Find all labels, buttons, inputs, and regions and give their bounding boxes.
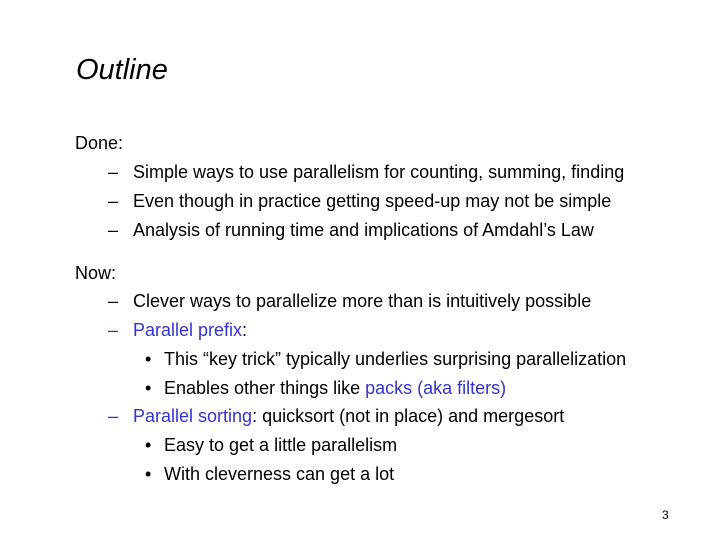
dash-bullet: – bbox=[108, 191, 119, 211]
done-item-3: Analysis of running time and implications of Amdahl’s Law bbox=[133, 220, 594, 240]
parallel-sorting-label: Parallel sorting bbox=[133, 406, 253, 426]
dash-bullet: – bbox=[108, 291, 119, 311]
done-heading: Done: bbox=[75, 133, 124, 153]
now-item-prefix bbox=[133, 319, 247, 341]
parallel-sorting-suffix: : quicksort (not in place) and mergesort bbox=[252, 406, 565, 426]
prefix-sub-2-text: Enables other things like bbox=[164, 378, 366, 398]
dot-bullet: • bbox=[145, 435, 152, 455]
dash-bullet: – bbox=[108, 320, 119, 340]
packs-highlight: packs (aka filters) bbox=[365, 378, 507, 398]
done-item-2: Even though in practice getting speed-up may not be simple bbox=[133, 191, 612, 211]
dot-bullet: • bbox=[145, 349, 152, 369]
now-item-sorting bbox=[133, 405, 564, 427]
slide-title: Outline bbox=[76, 54, 168, 86]
parallel-prefix-label: Parallel prefix bbox=[133, 320, 243, 340]
sorting-sub-1: Easy to get a little parallelism bbox=[164, 435, 398, 455]
parallel-prefix-suffix: : bbox=[242, 320, 248, 340]
page-number: 3 bbox=[662, 508, 669, 522]
now-heading: Now: bbox=[75, 263, 117, 283]
dot-bullet: • bbox=[145, 464, 152, 484]
done-item-1: Simple ways to use parallelism for counting, summing, finding bbox=[133, 162, 625, 182]
now-item-1: Clever ways to parallelize more than is intuitively possible bbox=[133, 291, 592, 311]
dot-bullet: • bbox=[145, 378, 152, 398]
dash-bullet: – bbox=[108, 162, 119, 182]
prefix-sub-1: This “key trick” typically underlies surprising parallelization bbox=[164, 349, 627, 369]
dash-bullet: – bbox=[108, 220, 119, 240]
dash-bullet: – bbox=[108, 406, 119, 426]
sorting-sub-2: With cleverness can get a lot bbox=[164, 464, 395, 484]
prefix-sub-2 bbox=[164, 377, 506, 399]
